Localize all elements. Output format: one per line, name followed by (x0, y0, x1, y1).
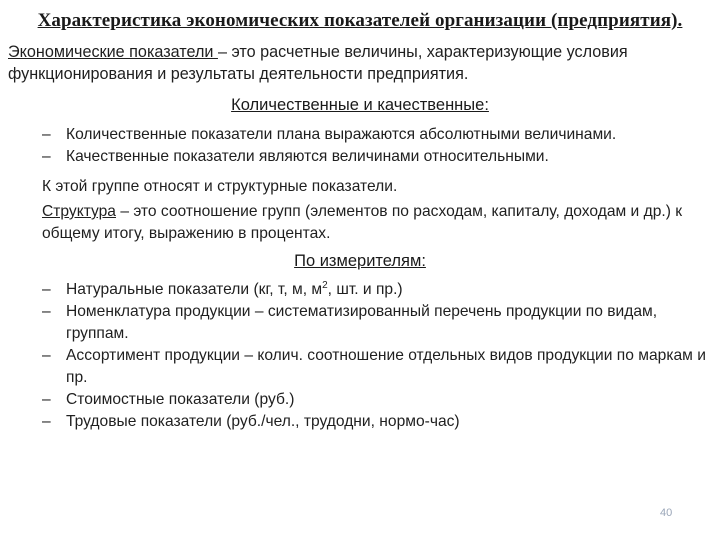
structure-definition (42, 201, 712, 245)
section-heading-measures: По измерителям: (294, 252, 426, 270)
structure-term: Структура (42, 203, 116, 220)
dash-bullet: – (42, 303, 51, 320)
list-item-text: Количественные показатели плана выражаются абсолютными величинами. (66, 126, 617, 143)
list-item-text-tail: , шт. и пр.) (327, 281, 403, 298)
quantitative-list (42, 124, 712, 168)
dash-bullet: – (42, 126, 51, 143)
definition-term: Экономические показатели (8, 43, 218, 61)
definition-paragraph (8, 41, 714, 85)
dash-bullet: – (42, 347, 51, 364)
section-heading-quantitative: Количественные и качественные: (231, 96, 489, 114)
list-item-text: Стоимостные показатели (руб.) (66, 391, 295, 408)
list-item (42, 345, 712, 389)
dash-bullet: – (42, 413, 51, 430)
dash-bullet: – (42, 391, 51, 408)
list-item (42, 146, 712, 168)
list-item (42, 301, 712, 345)
list-item-text: Качественные показатели являются величинами относительными. (66, 148, 549, 165)
structure-text: – это соотношение групп (элементов по расходам, капиталу, доходам и др.) к общему итогу, выражению в процентах. (42, 203, 683, 242)
slide-title: Характеристика экономических показателей организации (предприятия). (37, 10, 683, 31)
list-item-text: Номенклатура продукции – систематизированный перечень продукции по видам, группам. (66, 303, 658, 342)
structure-note: К этой группе относят и структурные показатели. (42, 178, 398, 195)
definition-text: – это расчетные величины, характеризующие условия функционирования и результаты деятельности предприятия. (8, 43, 628, 83)
list-item-text: Натуральные показатели (кг, т, м, м (66, 281, 323, 298)
list-item (42, 279, 712, 301)
list-item (42, 411, 712, 433)
list-item-text: Трудовые показатели (руб./чел., трудодни, нормо-час) (66, 413, 460, 430)
list-item (42, 124, 712, 146)
measures-list (42, 279, 712, 433)
dash-bullet: – (42, 281, 51, 298)
superscript: 2 (322, 279, 328, 291)
list-item (42, 389, 712, 411)
page-number: 40 (660, 507, 673, 519)
list-item-text: Ассортимент продукции – колич. соотношение отдельных видов продукции по маркам и пр. (66, 347, 706, 386)
dash-bullet: – (42, 148, 51, 165)
